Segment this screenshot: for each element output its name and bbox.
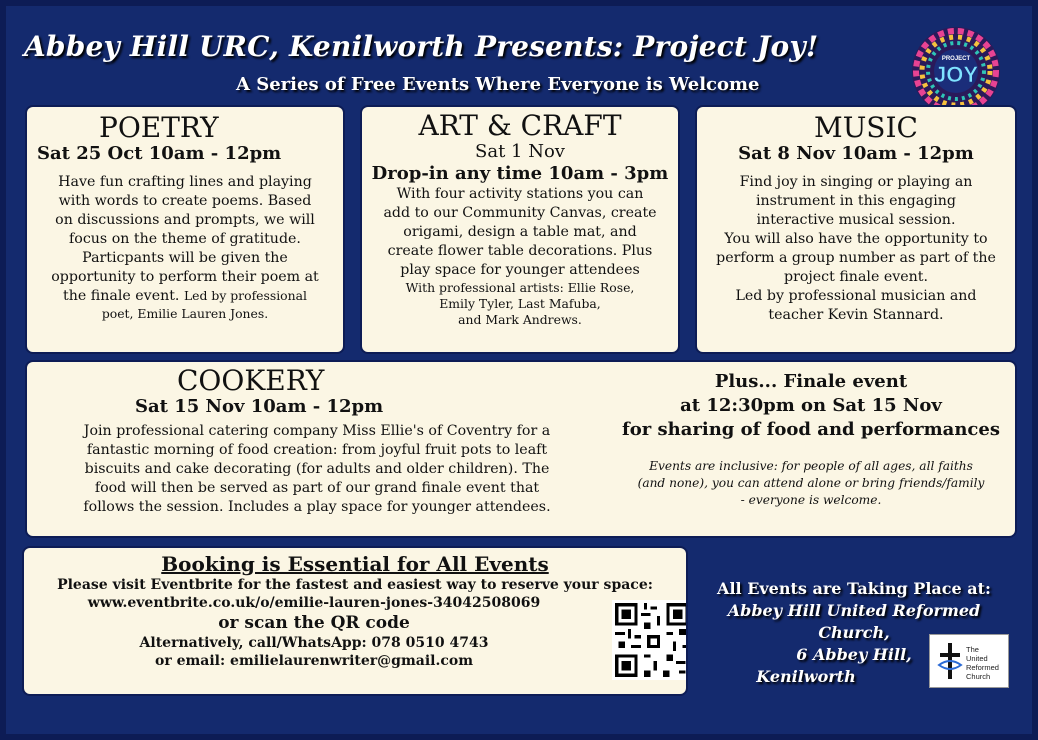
urc-logo-line: Church	[966, 672, 991, 681]
art-line: add to our Community Canvas, create	[383, 205, 657, 221]
cookery-line: Join professional catering company Miss Ellie's of Coventry for a	[83, 423, 551, 439]
poetry-line: focus on the theme of gratitude.	[69, 231, 301, 247]
urc-logo-line: United	[966, 654, 988, 663]
poetry-title: POETRY	[99, 111, 219, 144]
poetry-led-by: Led by professional	[183, 288, 307, 303]
music-line: You will also have the opportunity to	[724, 231, 988, 247]
cookery-section	[37, 366, 597, 517]
music-line: Find joy in singing or playing an	[739, 174, 973, 190]
cookery-card	[27, 362, 1015, 536]
urc-logo-line: The	[966, 645, 979, 654]
art-description	[368, 185, 672, 280]
poetry-line: on discussions and prompts, we will	[55, 212, 315, 228]
project-joy-logo	[906, 24, 1006, 118]
art-line: origami, design a table mat, and	[403, 224, 637, 240]
inclusive-note-line: Events are inclusive: for people of all ages, all faiths	[649, 459, 973, 473]
logo-text-main: JOY	[933, 62, 979, 87]
cookery-line: fantastic morning of food creation: from joyful fruit pots to leaft	[86, 442, 548, 458]
music-line: instrument in this engaging	[755, 193, 957, 209]
art-line: play space for younger attendees	[400, 262, 640, 278]
art-dropin: Drop-in any time 10am - 3pm	[371, 163, 669, 184]
art-artists	[368, 280, 672, 328]
cookery-line: biscuits and cake decorating (for adults and older children). The	[84, 461, 550, 477]
urc-logo-line: Reformed	[966, 663, 999, 672]
cross-fish-icon	[936, 641, 964, 681]
music-line: project finale event.	[783, 269, 928, 285]
music-title: MUSIC	[814, 111, 918, 144]
finale-line-2: at 12:30pm on Sat 15 Nov	[680, 395, 942, 416]
page-subtitle: A Series of Free Events Where Everyone is Welcome	[236, 74, 760, 95]
art-line: create flower table decorations. Plus	[387, 243, 653, 259]
poetry-card	[27, 107, 343, 352]
venue-street: 6 Abbey Hill,	[796, 645, 912, 664]
music-date: Sat 8 Nov 10am - 12pm	[738, 143, 974, 164]
finale-line-3: for sharing of food and performances	[622, 419, 1000, 440]
music-description	[703, 173, 1009, 325]
eventbrite-link[interactable]: www.eventbrite.co.uk/o/emilie-lauren-jones-34042508069	[87, 595, 541, 611]
poetry-description	[33, 173, 337, 322]
art-date: Sat 1 Nov	[475, 141, 565, 162]
art-craft-card	[362, 107, 678, 352]
urc-logo-text	[966, 645, 999, 681]
venue-town: Kenilworth	[756, 667, 856, 686]
finale-section	[611, 370, 1011, 509]
inclusive-note-line: (and none), you can attend alone or bring friends/family	[637, 476, 985, 490]
music-line: teacher Kevin Stannard.	[768, 307, 944, 323]
venue-name: Abbey Hill United Reformed Church,	[727, 601, 981, 642]
poetry-date: Sat 25 Oct 10am - 12pm	[37, 143, 282, 164]
booking-card	[24, 548, 686, 694]
art-artists-line: and Mark Andrews.	[458, 312, 582, 327]
cookery-description	[37, 422, 597, 517]
music-card	[697, 107, 1015, 352]
cookery-title: COOKERY	[177, 364, 325, 397]
art-title: ART & CRAFT	[418, 109, 622, 142]
venue-intro: All Events are Taking Place at:	[717, 579, 991, 598]
booking-email[interactable]: or email: emilielaurenwriter@gmail.com	[154, 653, 474, 669]
cookery-line: food will then be served as part of our grand finale event that	[94, 480, 540, 496]
inclusive-note	[611, 458, 1011, 509]
music-line: Led by professional musician and	[735, 288, 977, 304]
poetry-line: Have fun crafting lines and playing	[58, 174, 312, 190]
art-artists-line: With professional artists: Ellie Rose,	[405, 280, 635, 295]
urc-logo	[929, 634, 1009, 688]
poetry-led-by-2: poet, Emilie Lauren Jones.	[101, 306, 269, 321]
poetry-line: the finale event.	[63, 288, 180, 304]
booking-scan-text: or scan the QR code	[218, 613, 410, 633]
cookery-date: Sat 15 Nov 10am - 12pm	[135, 396, 384, 417]
poetry-line: Particpants will be given the	[82, 250, 288, 266]
art-line: With four activity stations you can	[396, 186, 644, 202]
poetry-line: with words to create poems. Based	[58, 193, 312, 209]
poetry-line: opportunity to perform their poem at	[51, 269, 319, 285]
finale-line-1: Plus... Finale event	[714, 371, 908, 392]
logo-text-top: PROJECT	[941, 56, 971, 62]
music-line: interactive musical session.	[756, 212, 956, 228]
cookery-line: follows the session. Includes a play space for younger attendees.	[83, 499, 551, 515]
qr-code-icon[interactable]	[612, 600, 686, 680]
inclusive-note-line: - everyone is welcome.	[740, 493, 882, 507]
booking-visit-text: Please visit Eventbrite for the fastest and easiest way to reserve your space:	[57, 577, 653, 593]
art-artists-line: Emily Tyler, Last Mafuba,	[439, 296, 601, 311]
page-title: Abbey Hill URC, Kenilworth Presents: Project Joy!	[24, 30, 819, 63]
music-line: perform a group number as part of the	[716, 250, 996, 266]
booking-title: Booking is Essential for All Events	[161, 552, 549, 576]
booking-phone: Alternatively, call/WhatsApp: 078 0510 4743	[139, 635, 489, 651]
